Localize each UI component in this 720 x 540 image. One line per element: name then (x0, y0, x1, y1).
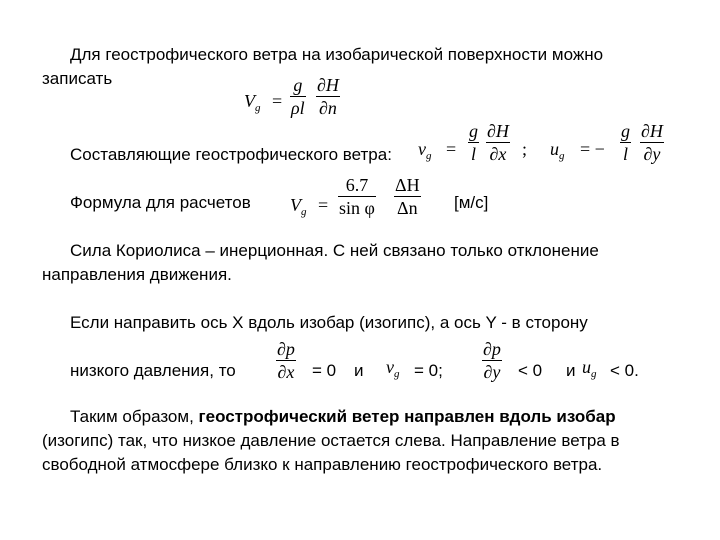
component-separator: ; (522, 139, 528, 159)
component-v-symbol: $v_g$ (418, 139, 432, 162)
components-label: Составляющие геострофического ветра: (70, 145, 392, 164)
component-v-frac2: ∂H ∂x (487, 121, 509, 164)
formula-main-eq: = (272, 91, 283, 111)
component-u-frac1: g l (621, 121, 630, 164)
conclusion-bold: геострофический ветер направлен вдоль изобар (198, 407, 616, 426)
para1-line2: записать (42, 69, 113, 88)
axes-and2: и (566, 361, 576, 380)
calc-frac1: 6.7 sin φ (339, 175, 375, 218)
component-u-eq: = − (580, 139, 605, 159)
conclusion-line1 (70, 406, 616, 428)
formula-main-frac2: ∂H ∂n (317, 75, 339, 118)
axes-vg: $v_g$ (386, 357, 400, 380)
component-v-eq: = (446, 139, 457, 159)
axes-lt0a: < 0 (518, 361, 543, 380)
calc-units: [м/с] (454, 193, 489, 212)
axes-lt0b: < 0. (610, 361, 639, 380)
formula-main-frac1: g ρl (291, 75, 305, 118)
calc-frac2: ΔH Δn (395, 175, 420, 218)
calc-label: Формула для расчетов (70, 193, 251, 212)
axes-and1: и (354, 361, 364, 380)
formula-main-v: $V_g$ (244, 91, 261, 114)
calc-v-symbol: $V_g$ (290, 195, 307, 218)
axes-ug: $u_g$ (582, 357, 597, 380)
axes-line1: Если направить ось X вдоль изобар (изогипс), а ось Y - в сторону (70, 313, 588, 332)
conclusion-prefix: Таким образом, (70, 407, 199, 426)
component-u-frac2: ∂H ∂y (641, 121, 663, 164)
coriolis-line1: Сила Кориолиса – инерционная. С ней связано только отклонение (70, 241, 599, 260)
axes-eq0a: = 0 (312, 361, 337, 380)
component-v-frac1: g l (469, 121, 478, 164)
coriolis-line2: направления движения. (42, 265, 232, 284)
component-u-symbol: $u_g$ (550, 139, 565, 162)
conclusion-line3: свободной атмосфере близко к направлению геострофического ветра. (42, 455, 603, 474)
calc-eq: = (318, 195, 329, 215)
axes-line2-prefix: низкого давления, то (70, 361, 236, 380)
para1-line1: Для геострофического ветра на изобарической поверхности можно (70, 45, 604, 64)
conclusion-line2: (изогипс) так, что низкое давление остается слева. Направление ветра в (42, 431, 620, 450)
axes-dp-dx: ∂p ∂x (277, 339, 295, 382)
axes-eq0b: = 0; (414, 361, 443, 380)
axes-dp-dy: ∂p ∂y (483, 339, 501, 382)
